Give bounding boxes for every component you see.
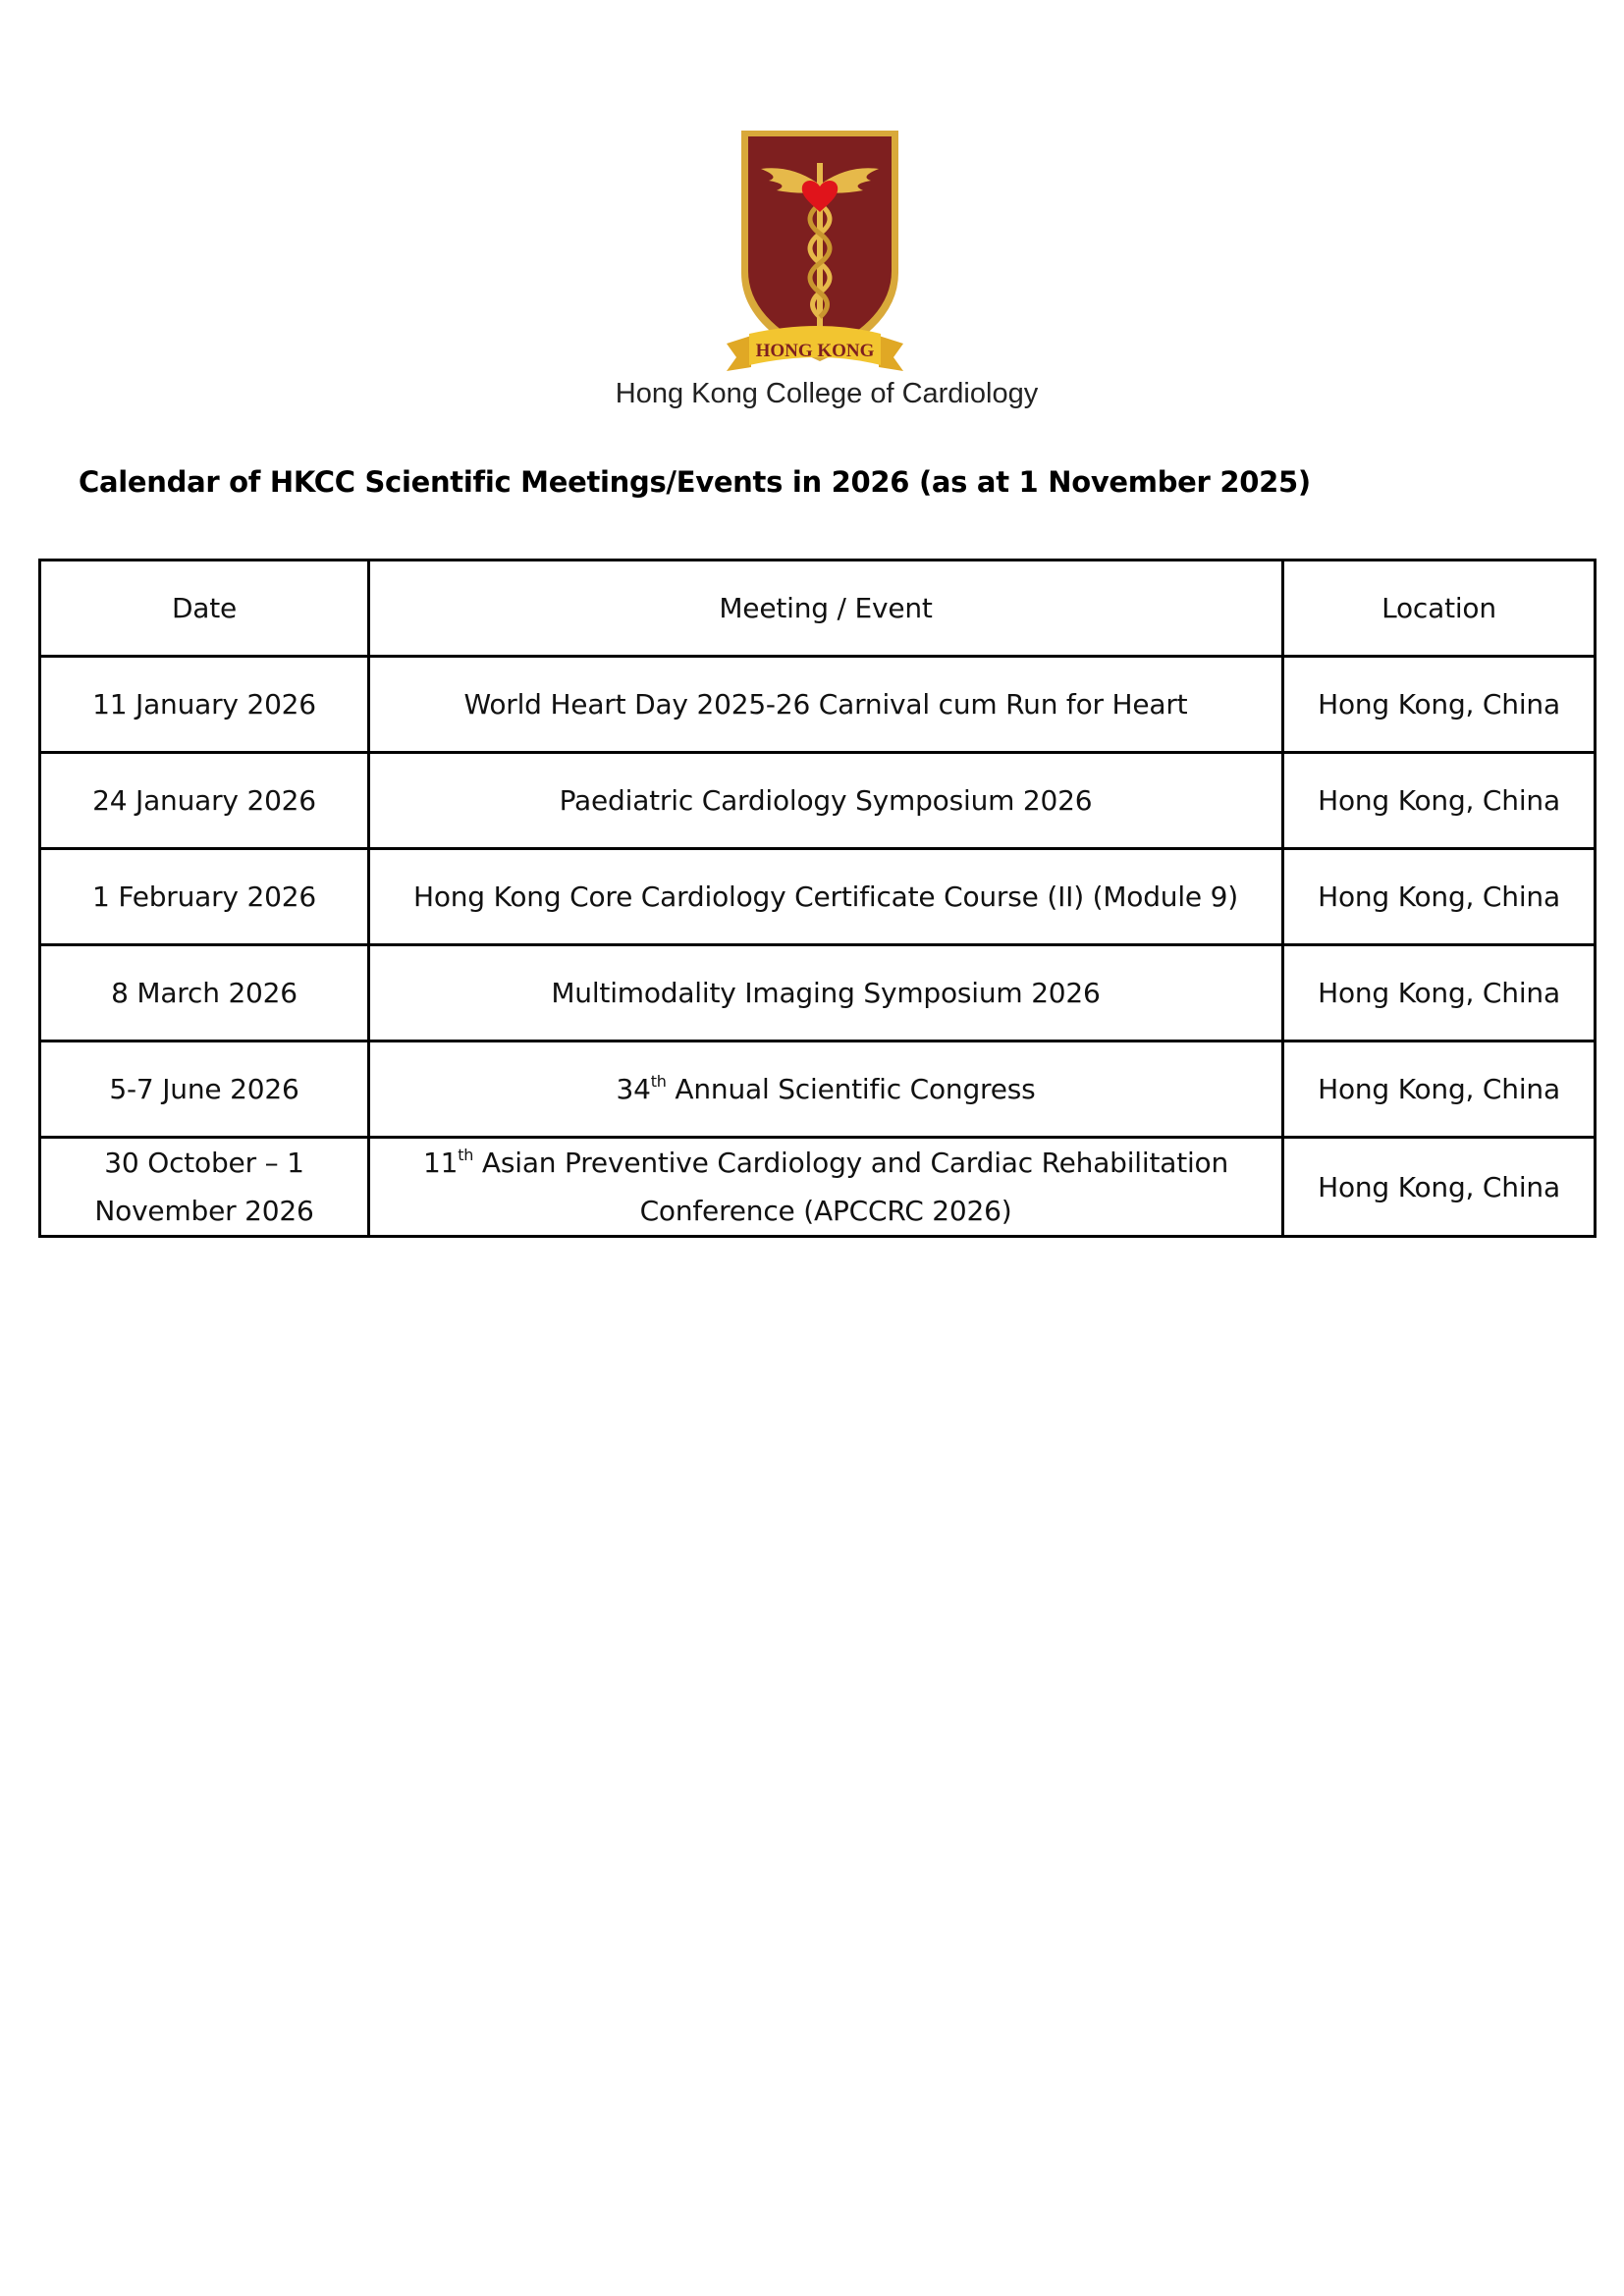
event-ordinal-suffix: th — [458, 1146, 474, 1164]
date-line-2: November 2026 — [94, 1195, 314, 1227]
row-date: 8 March 2026 — [40, 945, 369, 1041]
event-number: 11 — [422, 1147, 459, 1179]
row-event: Multimodality Imaging Symposium 2026 — [369, 945, 1283, 1041]
event-number: 34 — [616, 1073, 651, 1105]
page-title: Calendar of HKCC Scientific Meetings/Events in 2026 (as at 1 November 2025) — [79, 465, 1311, 499]
column-header-event: Meeting / Event — [369, 561, 1283, 657]
date-line-1: 30 October – 1 — [104, 1147, 304, 1179]
row-event — [369, 1041, 1283, 1138]
event-title-line-2: Conference (APCCRC 2026) — [639, 1195, 1012, 1227]
row-location: Hong Kong, China — [1283, 1138, 1596, 1237]
event-title-rest: Asian Preventive Cardiology and Cardiac Rehabilitation — [473, 1147, 1229, 1179]
row-event: Hong Kong Core Cardiology Certificate Course (II) (Module 9) — [369, 849, 1283, 945]
logo-ribbon-text: HONG KONG — [755, 341, 875, 361]
college-logo — [722, 126, 908, 381]
row-date: 24 January 2026 — [40, 753, 369, 849]
column-header-location: Location — [1283, 561, 1596, 657]
row-location: Hong Kong, China — [1283, 945, 1596, 1041]
table-row — [40, 945, 1596, 1041]
table-header-row — [40, 561, 1596, 657]
row-date: 11 January 2026 — [40, 657, 369, 753]
table-row — [40, 849, 1596, 945]
row-location: Hong Kong, China — [1283, 1041, 1596, 1138]
event-ordinal-suffix: th — [650, 1072, 667, 1091]
row-date: 5-7 June 2026 — [40, 1041, 369, 1138]
row-date: 1 February 2026 — [40, 849, 369, 945]
table-row — [40, 1041, 1596, 1138]
event-title-rest: Annual Scientific Congress — [666, 1073, 1036, 1105]
table-row — [40, 1138, 1596, 1237]
table-row — [40, 753, 1596, 849]
row-location: Hong Kong, China — [1283, 849, 1596, 945]
row-location: Hong Kong, China — [1283, 657, 1596, 753]
row-date — [40, 1138, 369, 1237]
row-event: Paediatric Cardiology Symposium 2026 — [369, 753, 1283, 849]
events-table — [38, 559, 1597, 1238]
column-header-date: Date — [40, 561, 369, 657]
table-row — [40, 657, 1596, 753]
row-event — [369, 1138, 1283, 1237]
org-name: Hong Kong College of Cardiology — [615, 378, 1039, 409]
row-event: World Heart Day 2025-26 Carnival cum Run for Heart — [369, 657, 1283, 753]
row-location: Hong Kong, China — [1283, 753, 1596, 849]
